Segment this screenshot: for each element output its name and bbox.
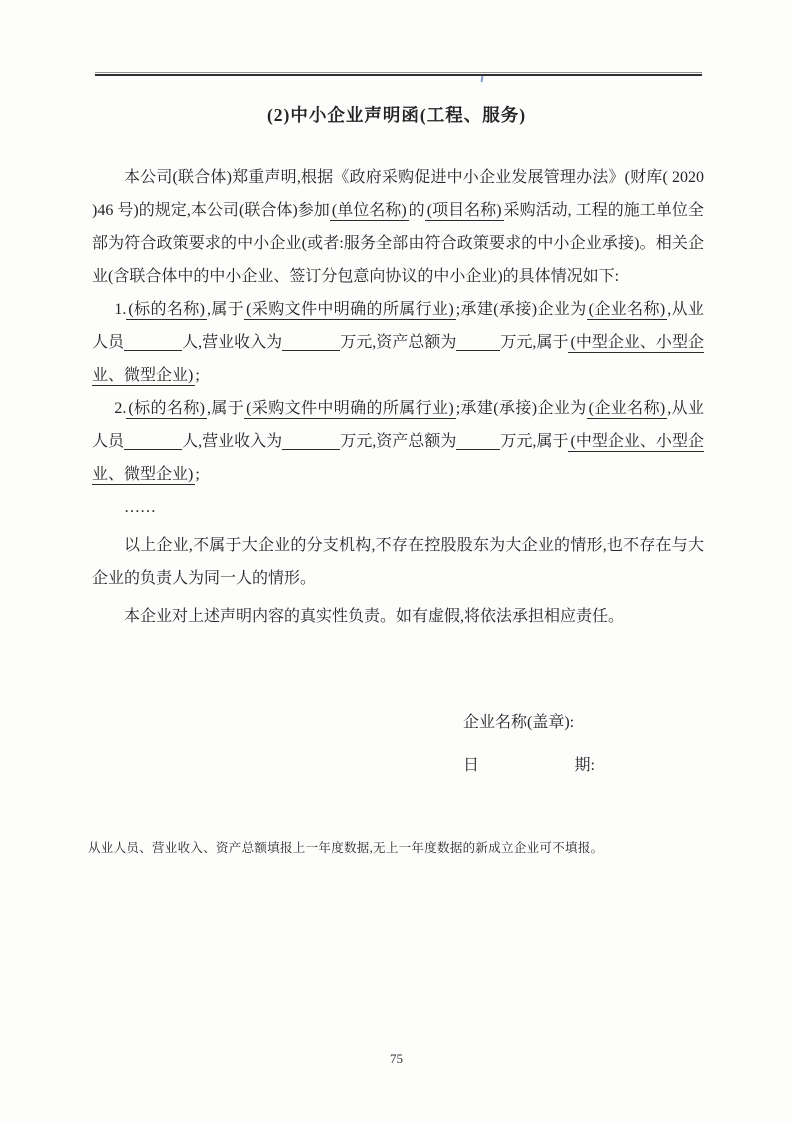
fill-in-enterprise-type: (中型企业、小型企业、微型企业) bbox=[92, 334, 704, 384]
document-body bbox=[92, 161, 704, 633]
page-number: 75 bbox=[390, 1051, 403, 1066]
text-run: ;承建(承接)企业为 bbox=[455, 400, 587, 417]
text-run: 人,营业收入为 bbox=[182, 334, 283, 351]
text-run: ; bbox=[195, 466, 200, 483]
fill-in-project-name: (项目名称) bbox=[426, 202, 502, 219]
text-run: 万元,属于 bbox=[500, 334, 569, 351]
blank-revenue bbox=[282, 434, 340, 450]
text-run: 以上企业,不属于大企业的分支机构,不存在控股股东为大企业的情形,也不存在与大企业的负责人为同一人的情形。 bbox=[92, 537, 704, 587]
paragraph-responsibility bbox=[92, 600, 704, 633]
date-label-left: 日 bbox=[463, 757, 480, 774]
page-title: (2)中小企业声明函(工程、服务) bbox=[266, 105, 527, 125]
fill-in-company-name: (企业名称) bbox=[588, 400, 666, 417]
ellipsis-line bbox=[92, 491, 704, 524]
text-run: 本公司(联合体)郑重声明,根据《政府采购促进中小企业发展管理办法》(财库( 2020 )46 号)的规定,本公司(联合体)参加 bbox=[92, 169, 704, 219]
company-seal-label: 企业名称(盖章): bbox=[463, 714, 575, 731]
date-label bbox=[463, 751, 595, 781]
paragraph-no-affiliation bbox=[92, 529, 704, 595]
fill-in-enterprise-type: (中型企业、小型企业、微型企业) bbox=[92, 433, 704, 483]
date-label-right: 期: bbox=[574, 757, 595, 774]
paragraph-intro bbox=[92, 161, 704, 293]
blank-revenue bbox=[282, 335, 340, 351]
footnote: 从业人员、营业收入、资产总额填报上一年度数据,无上一年度数据的新成立企业可不填报。 bbox=[88, 841, 604, 855]
fill-in-company-name: (企业名称) bbox=[588, 301, 666, 318]
text-run: 采购活动, 工程的施工单位全部为符合政策要求的中小企业(或者:服务全部由符合政策要求的中小企业承接)。相关企业(含联合体中的中小企业、签订分包意向协议的中小企业)的具体情况如下: bbox=[92, 202, 704, 285]
text-run: 的 bbox=[408, 202, 425, 219]
item-number: 1. bbox=[114, 301, 127, 318]
item-1 bbox=[92, 293, 704, 392]
text-run: 万元,属于 bbox=[500, 433, 569, 450]
text-run: ;承建(承接)企业为 bbox=[455, 301, 587, 318]
header-rule bbox=[95, 72, 702, 76]
text-run: …… bbox=[124, 499, 156, 516]
blank-total-assets bbox=[456, 434, 500, 450]
item-number: 2. bbox=[114, 400, 127, 417]
signature-block bbox=[463, 708, 595, 781]
text-run: 万元,资产总额为 bbox=[340, 334, 457, 351]
header-rule-thin-line bbox=[95, 72, 702, 73]
text-run: ,从业人员 bbox=[92, 400, 704, 450]
text-run: 万元,资产总额为 bbox=[340, 433, 457, 450]
fill-in-unit-name: (单位名称) bbox=[331, 202, 407, 219]
blank-employee-count bbox=[124, 434, 182, 450]
header-rule-thick-line bbox=[95, 74, 702, 76]
blank-employee-count bbox=[124, 335, 182, 351]
text-run: ,属于 bbox=[206, 301, 245, 318]
text-run: ; bbox=[195, 367, 200, 384]
blank-total-assets bbox=[456, 335, 500, 351]
text-run: ,属于 bbox=[206, 400, 245, 417]
ink-speck bbox=[481, 76, 484, 82]
fill-in-industry: (采购文件中明确的所属行业) bbox=[246, 301, 454, 318]
text-run: 人,营业收入为 bbox=[182, 433, 283, 450]
text-run: ,从业人员 bbox=[92, 301, 704, 351]
fill-in-subject-name: (标的名称) bbox=[128, 400, 205, 417]
item-2 bbox=[92, 392, 704, 491]
text-run: 本企业对上述声明内容的真实性负责。如有虚假,将依法承担相应责任。 bbox=[124, 608, 625, 625]
fill-in-subject-name: (标的名称) bbox=[128, 301, 205, 318]
fill-in-industry: (采购文件中明确的所属行业) bbox=[246, 400, 454, 417]
